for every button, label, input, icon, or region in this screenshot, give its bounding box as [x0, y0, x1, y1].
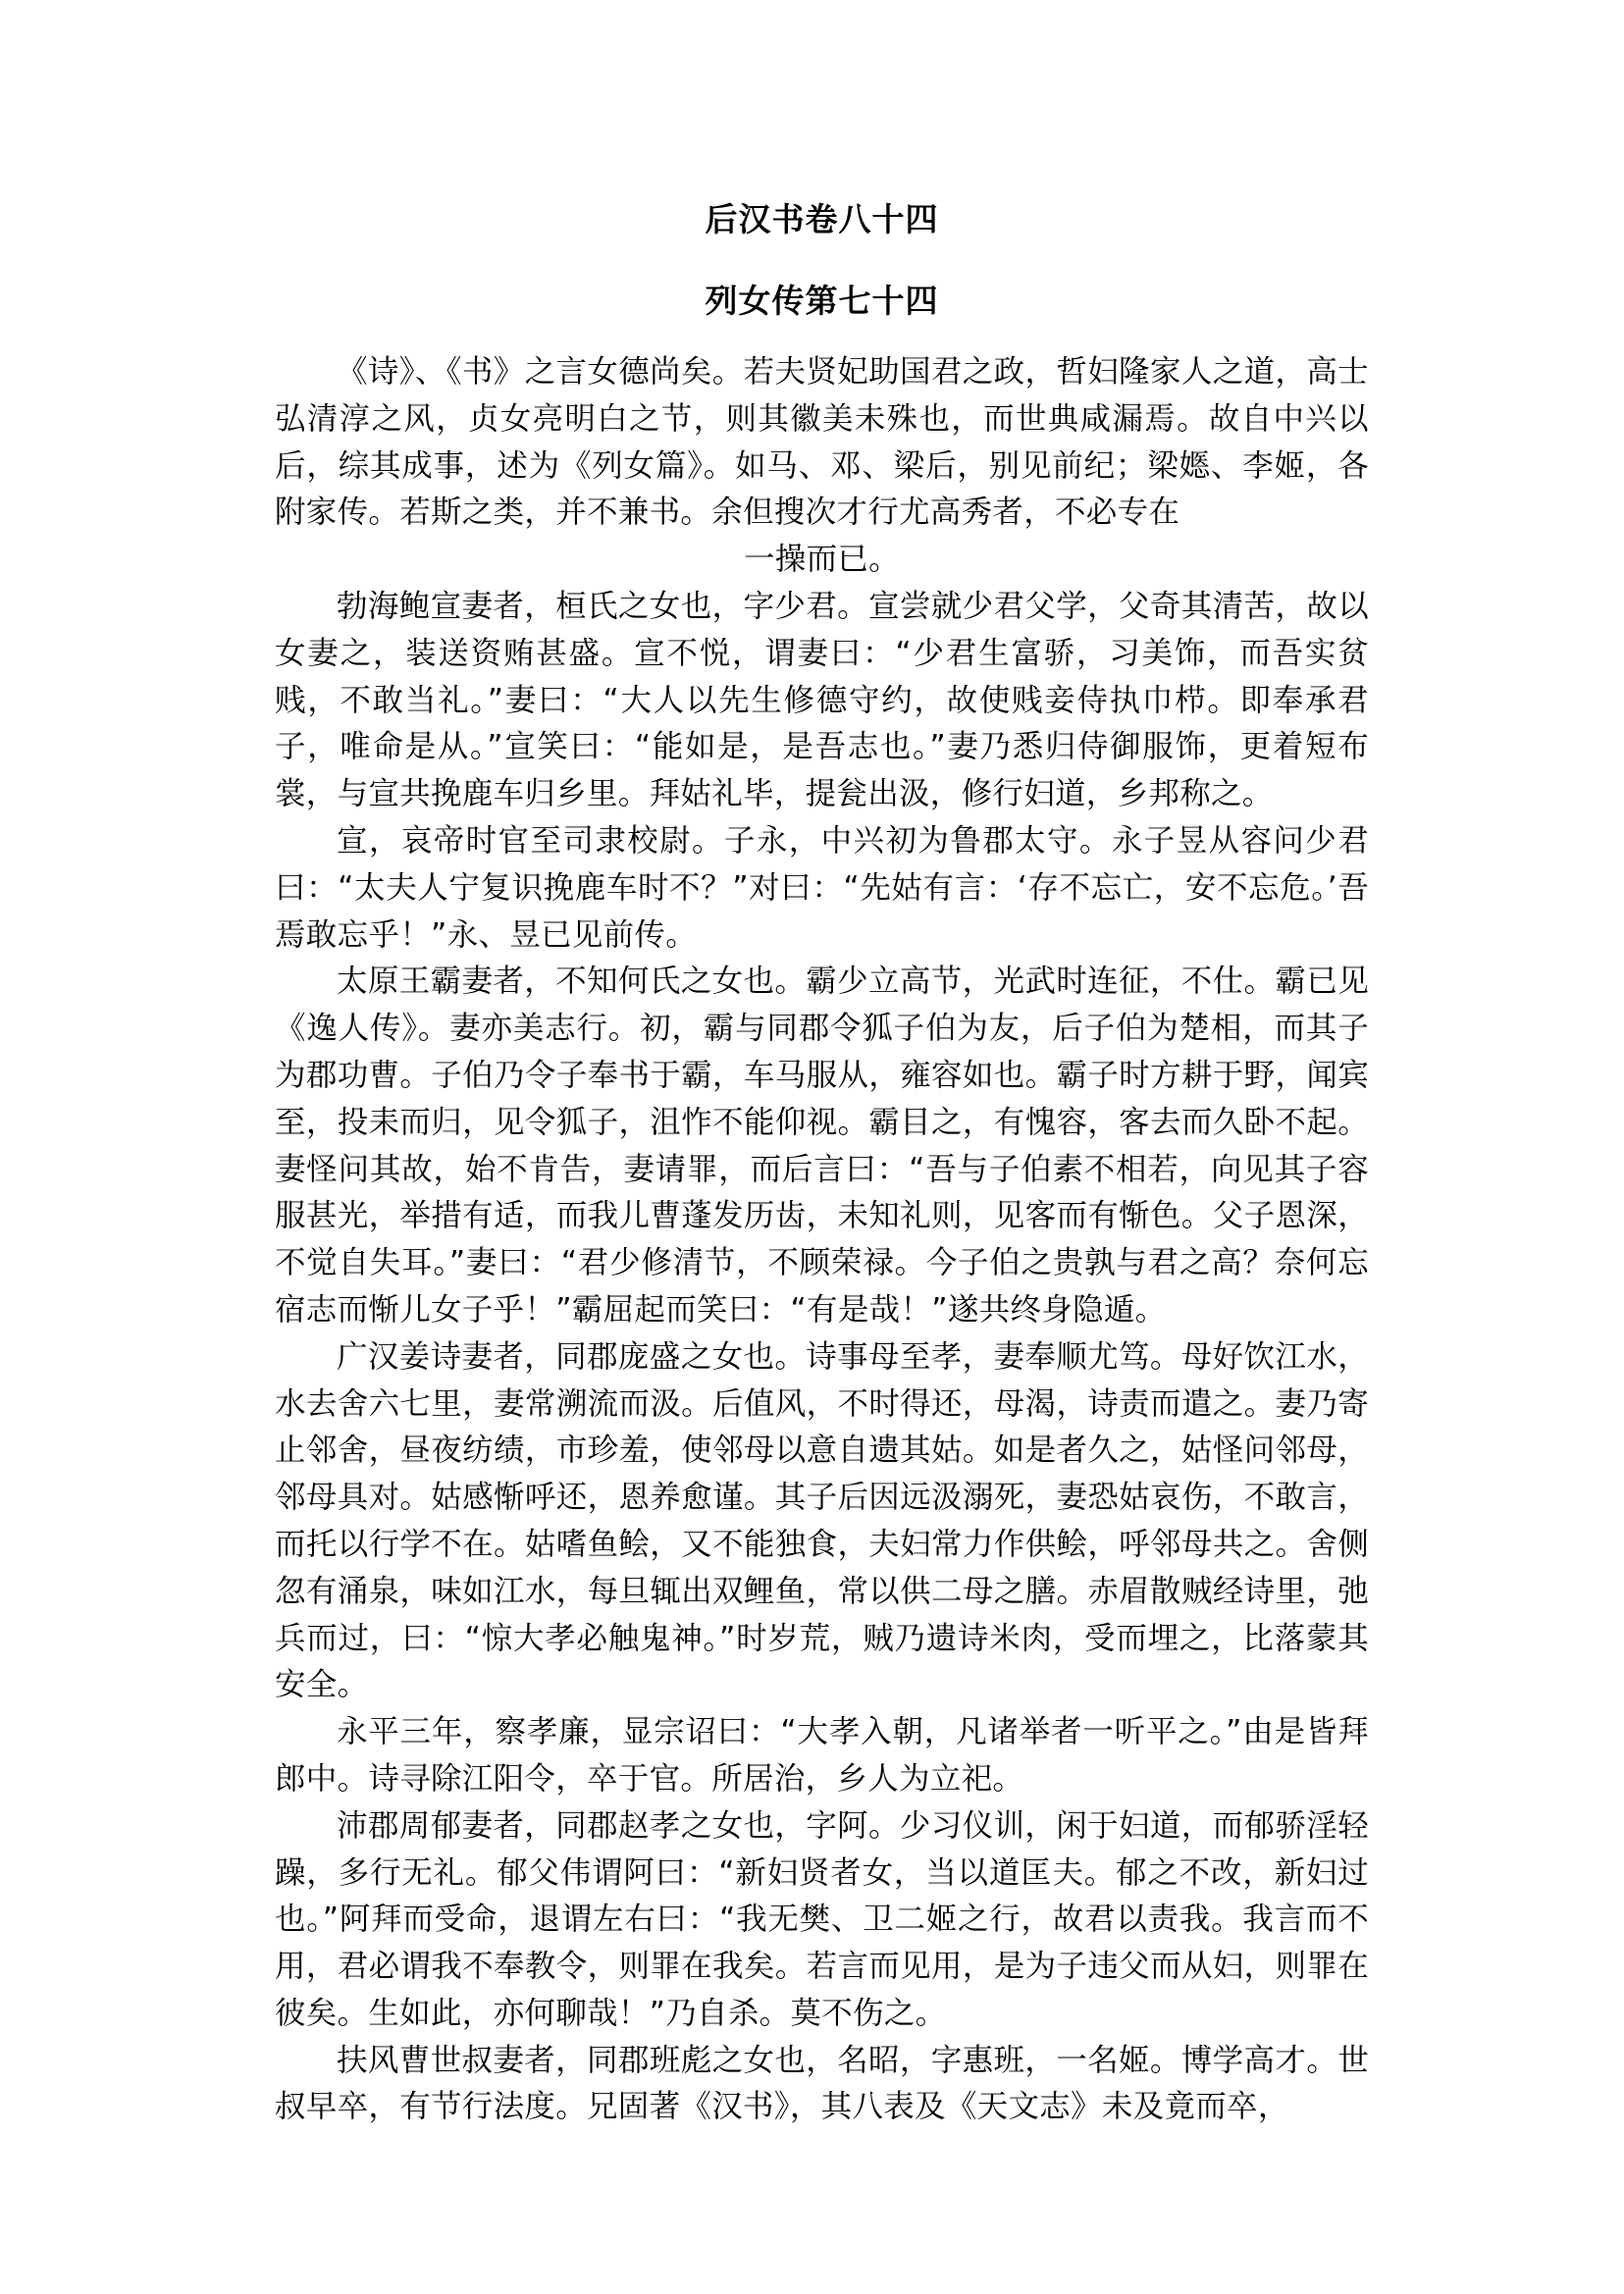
paragraph-zhou-yu-wife: 沛郡周郁妻者，同郡赵孝之女也，字阿。少习仪训，闲于妇道，而郁骄淫轻躁，多行无礼。郁父伟谓阿曰：“新妇贤者女，当以道匡夫。郁之不改，新妇过也。”阿拜而受命，退谓左右曰：“我无樊、卫二姬之行，故君以责我。我言而不用，君必谓我不奉教令，则罪在我矣。若言而见用，是为子违父而从妇，则罪在彼矣。生如此，亦何聊哉！”乃自杀。莫不伤之。 — [275, 1807, 1369, 2031]
paragraph-jiang-shi-wife: 广汉姜诗妻者，同郡庞盛之女也。诗事母至孝，妻奉顺尤笃。母好饮江水，水去舍六七里，妻常溯流而汲。后值风，不时得还，母渴，诗责而遣之。妻乃寄止邻舍，昼夜纺绩，市珍羞，使邻母以意自遗其姑。如是者久之，姑怪问邻母，邻母具对。姑感惭呼还，恩养愈谨。其子后因远汲溺死，妻恐姑哀伤，不敢言，而托以行学不在。姑嗜鱼鲙，又不能独食，夫妇常力作供鲙，呼邻母共之。舍侧忽有涌泉，味如江水，每旦辄出双鲤鱼，常以供二母之膳。赤眉散贼经诗里，弛兵而过，曰：“惊大孝必触鬼神。”时岁荒，贼乃遗诗米肉，受而埋之，比落蒙其安全。 — [275, 1338, 1369, 1703]
paragraph-cao-shishu-wife: 扶风曹世叔妻者，同郡班彪之女也，名昭，字惠班，一名姬。博学高才。世叔早卒，有节行法度。兄固著《汉书》，其八表及《天文志》未及竟而卒， — [275, 2042, 1369, 2125]
chapter-title: 列女传第七十四 — [705, 282, 939, 320]
paragraph-wang-ba-wife: 太原王霸妻者，不知何氏之女也。霸少立高节，光武时连征，不仕。霸已见《逸人传》。妻亦美志行。初，霸与同郡令狐子伯为友，后子伯为楚相，而其子为郡功曹。子伯乃令子奉书于霸，车马服从，雍容如也。霸子时方耕于野，闻宾至，投耒而归，见令狐子，沮怍不能仰视。霸目之，有愧容，客去而久卧不起。妻怪问其故，始不肯告，妻请罪，而后言曰：“吾与子伯素不相若，向见其子容服甚光，举措有适，而我儿曹蓬发历齿，未知礼则，见客而有惭色。父子恩深，不觉自失耳。”妻曰：“君少修清节，不顾荣禄。今子伯之贵孰与君之高？奈何忘宿志而惭儿女子乎！”霸屈起而笑曰：“有是哉！”遂共终身隐遁。 — [275, 964, 1369, 1328]
paragraph-bao-xuan-descendants: 宣，哀帝时官至司隶校尉。子永，中兴初为鲁郡太守。永子昱从容问少君曰：“太夫人宁复识挽鹿车时不？”对曰：“先姑有言：‘存不忘亡，安不忘危。’吾焉敢忘乎！”永、昱已见前传。 — [275, 822, 1369, 953]
preface-paragraph-tail: 一操而已。 — [743, 542, 900, 578]
book-title: 后汉书卷八十四 — [705, 200, 939, 238]
document-page — [275, 196, 1369, 2131]
paragraph-jiang-shi-later: 永平三年，察孝廉，显宗诏曰：“大孝入朝，凡诸举者一听平之。”由是皆拜郎中。诗寻除江阳令，卒于官。所居治，乡人为立祀。 — [275, 1714, 1369, 1797]
preface-paragraph: 《诗》、《书》之言女德尚矣。若夫贤妃助国君之政，哲妇隆家人之道，高士弘清淳之风，贞女亮明白之节，则其徽美未殊也，而世典咸漏焉。故自中兴以后，综其成事，述为《列女篇》。如马、邓、梁后，别见前纪；梁嫕、李姬，各附家传。若斯之类，并不兼书。余但搜次才行尤高秀者，不必专在 — [275, 354, 1369, 531]
paragraph-bao-xuan-wife: 勃海鲍宣妻者，桓氏之女也，字少君。宣尝就少君父学，父奇其清苦，故以女妻之，装送资贿甚盛。宣不悦，谓妻曰：“少君生富骄，习美饰，而吾实贫贱，不敢当礼。”妻曰：“大人以先生修德守约，故使贱妾侍执巾栉。即奉承君子，唯命是从。”宣笑曰：“能如是，是吾志也。”妻乃悉归侍御服饰，更着短布裳，与宣共挽鹿车归乡里。拜姑礼毕，提瓮出汲，修行妇道，乡邦称之。 — [275, 588, 1369, 812]
